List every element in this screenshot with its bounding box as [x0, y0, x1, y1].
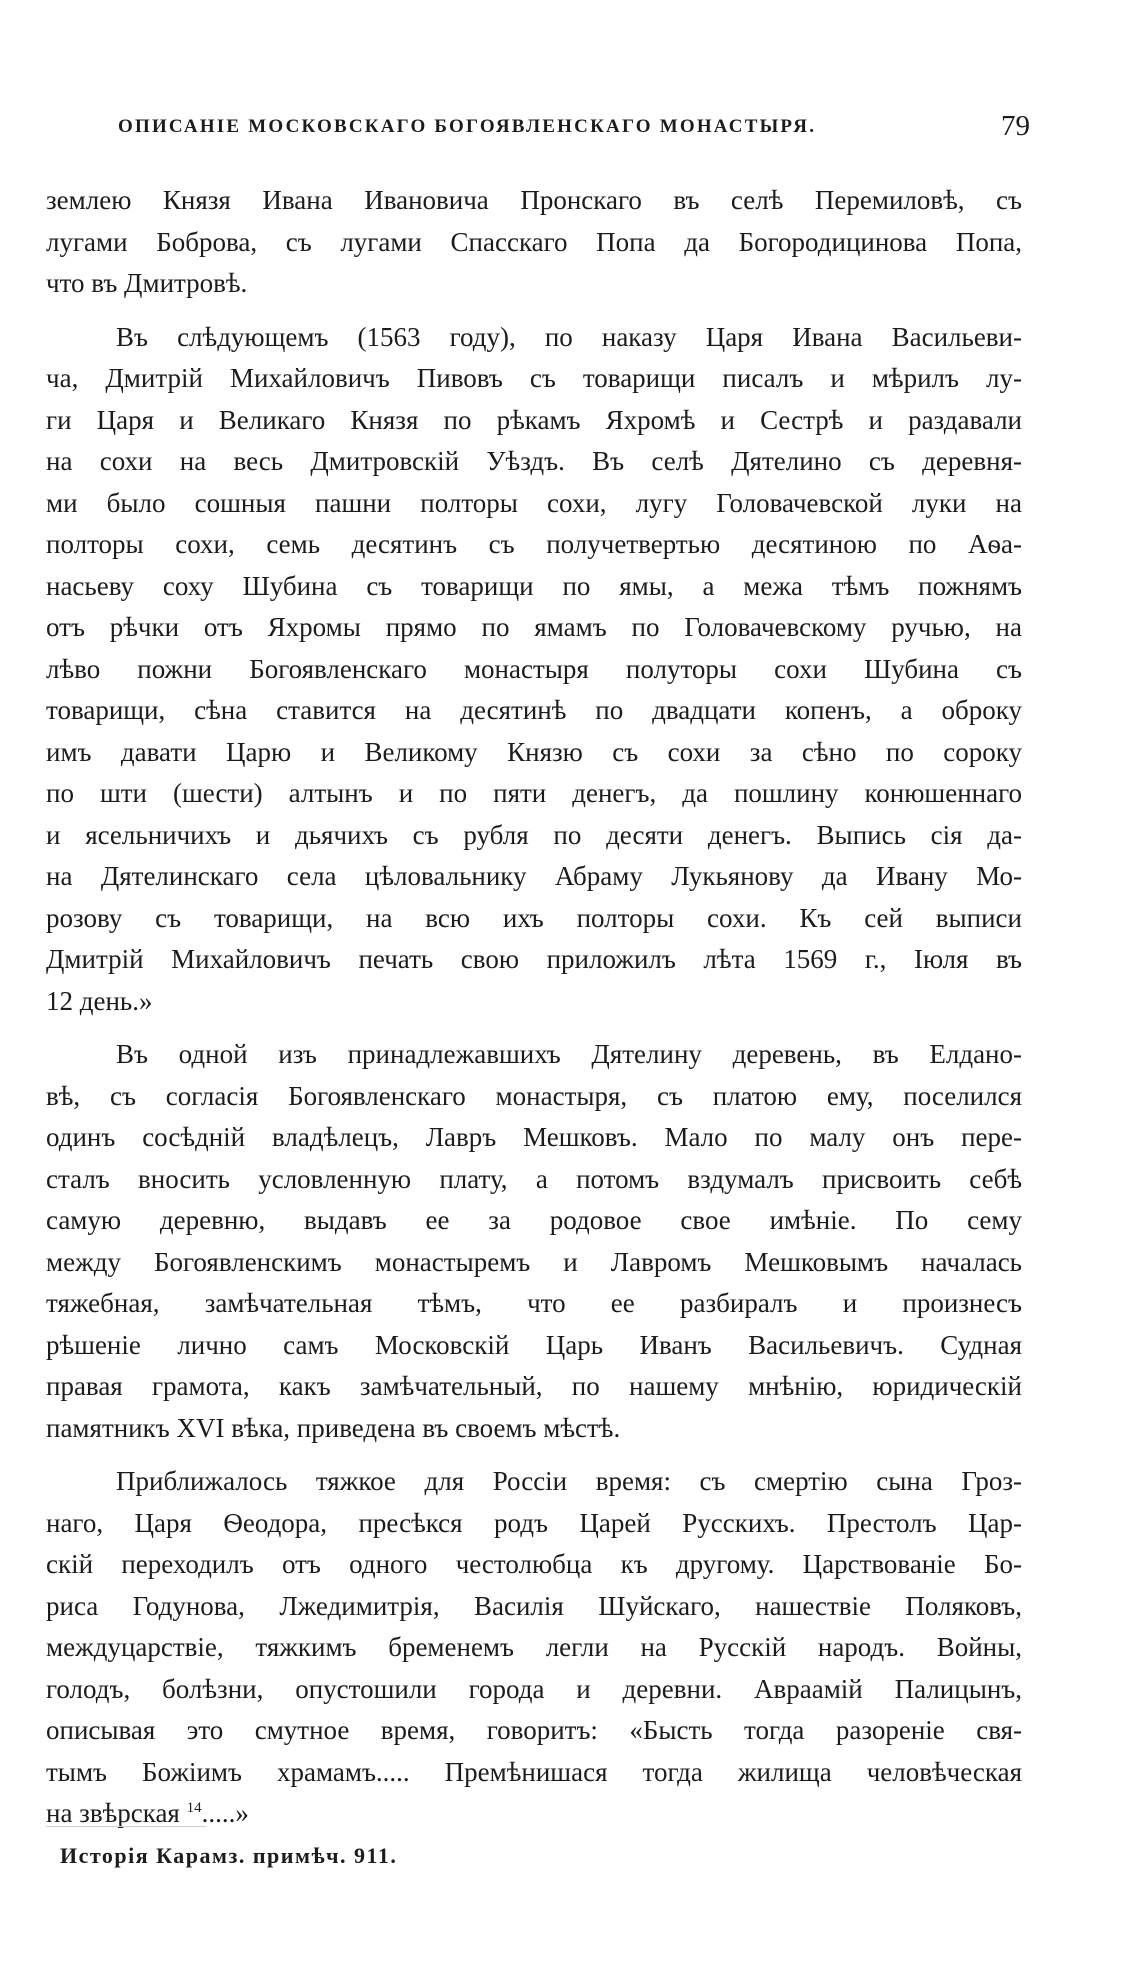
paragraph-gap [46, 305, 1022, 317]
paragraph [46, 180, 1022, 305]
text-line: одинъ сосѣдній владѣлецъ, Лавръ Мешковъ. Мало по малу онъ пере- [46, 1122, 1022, 1152]
text-line: тяжебная, замѣчательная тѣмъ, что ее разбиралъ и произнесъ [46, 1288, 1022, 1318]
paragraph [46, 1461, 1022, 1835]
text-line: между Богоявленскимъ монастыремъ и Лавромъ Мешковымъ началась [46, 1246, 1022, 1277]
text-line: что въ Дмитровѣ. [46, 268, 248, 298]
text-line: междуцарствіе, тяжкимъ бременемъ легли на Русскій народъ. Войны, [46, 1632, 1022, 1662]
text-line: землею Князя Ивана Ивановича Пронскаго въ селѣ Перемиловѣ, съ [46, 185, 1022, 215]
text-line: на Дятелинскаго села цѣловальнику Абраму Лукьянову да Ивану Мо- [46, 861, 1022, 891]
paragraph [46, 1034, 1022, 1449]
text-line: описывая это смутное время, говоритъ: «Бысть тогда разореніе свя- [46, 1715, 1022, 1745]
text-line: ча, Дмитрій Михайловичъ Пивовъ съ товарищи писалъ и мѣрилъ лу- [46, 363, 1022, 393]
text-line: насьеву соху Шубина съ товарищи по ямы, а межа тѣмъ пожнямъ [46, 570, 1022, 601]
text-line: лѣво пожни Богоявленскаго монастыря полуторы сохи Шубина съ [46, 653, 1022, 684]
text-line: на сохи на весь Дмитровскій Уѣздъ. Въ селѣ Дятелино съ деревня- [46, 446, 1022, 476]
text-line: и ясельничихъ и дьячихъ съ рубля по десяти денегъ. Выпись сія да- [46, 819, 1022, 850]
text-line: наго, Царя Ѳеодора, пресѣкся родъ Царей Русскихъ. Престолъ Цар- [46, 1507, 1022, 1538]
text-line: имъ давати Царю и Великому Князю съ сохи за сѣно по сороку [46, 736, 1022, 767]
text-line: по шти (шести) алтынъ и по пяти денегъ, да пошлину конюшеннаго [46, 778, 1022, 808]
text-line-final [46, 1793, 1022, 1835]
text-line: сталъ вносить условленную плату, а потомъ вздумалъ присвоить себѣ [46, 1163, 1022, 1194]
text-line: ги Царя и Великаго Князя по рѣкамъ Яхромѣ и Сестрѣ и раздавали [46, 404, 1022, 435]
text-line: тымъ Божіимъ храмамъ..... Премѣнишася тогда жилища человѣческая [46, 1756, 1022, 1787]
paragraph [46, 317, 1022, 1023]
text-line: розову съ товарищи, на всю ихъ полторы сохи. Къ сей выписи [46, 902, 1022, 933]
running-title: ОПИСАНІЕ МОСКОВСКАГО БОГОЯВЛЕНСКАГО МОНАСТЫРЯ. [118, 116, 817, 137]
final-line-tail: .....» [201, 1798, 249, 1828]
text-line: голодъ, болѣзни, опустошили города и деревни. Авраамій Палицынъ, [46, 1673, 1022, 1704]
text-line: Въ одной изъ принадлежавшихъ Дятелину деревень, въ Елдано- [116, 1039, 1022, 1069]
text-line: полторы сохи, семь десятинъ съ получетвертью десятиною по Аѳа- [46, 529, 1022, 559]
page-number: 79 [1001, 110, 1030, 142]
text-line: отъ рѣчки отъ Яхромы прямо по ямамъ по Головачевскому ручью, на [46, 612, 1022, 642]
text-line: рѣшеніе лично самъ Московскій Царь Иванъ Васильевичъ. Судная [46, 1329, 1022, 1360]
footnote-reference: 14 [186, 1800, 202, 1816]
paragraph-gap [46, 1022, 1022, 1034]
text-line: ми было сошныя пашни полторы сохи, лугу Головачевской луки на [46, 487, 1022, 518]
body-text [46, 180, 1022, 1835]
running-head [118, 110, 1030, 140]
text-line: вѣ, съ согласія Богоявленскаго монастыря, съ платою ему, поселился [46, 1080, 1022, 1111]
final-line-text: на звѣрская [46, 1798, 180, 1828]
footnote: Исторія Карамз. примѣч. 911. [60, 1843, 398, 1868]
text-line: риса Годунова, Лжедимитрія, Василія Шуйскаго, нашествіе Поляковъ, [46, 1590, 1022, 1621]
paragraph-gap [46, 1449, 1022, 1461]
text-line: лугами Боброва, съ лугами Спасскаго Попа да Богородицинова Попа, [46, 226, 1022, 257]
text-line: самую деревню, выдавъ ее за родовое свое имѣніе. По сему [46, 1205, 1022, 1235]
text-line: 12 день.» [46, 985, 153, 1016]
text-line: Въ слѣдующемъ (1563 году), по наказу Царя Ивана Васильеви- [116, 321, 1022, 352]
text-line: скій переходилъ отъ одного честолюбца къ другому. Царствованіе Бо- [46, 1549, 1022, 1579]
text-line: Дмитрій Михайловичъ печать свою приложилъ лѣта 1569 г., Іюля въ [46, 944, 1022, 974]
text-line: памятникъ XVI вѣка, приведена въ своемъ мѣстѣ. [46, 1412, 621, 1443]
text-line: Приближалось тяжкое для Россіи время: съ смертію сына Гроз- [116, 1466, 1022, 1496]
text-line: правая грамота, какъ замѣчательный, по нашему мнѣнію, юридическій [46, 1371, 1022, 1401]
text-line: товарищи, сѣна ставится на десятинѣ по двадцати копенъ, а оброку [46, 695, 1022, 725]
footnote-divider [46, 1826, 206, 1827]
